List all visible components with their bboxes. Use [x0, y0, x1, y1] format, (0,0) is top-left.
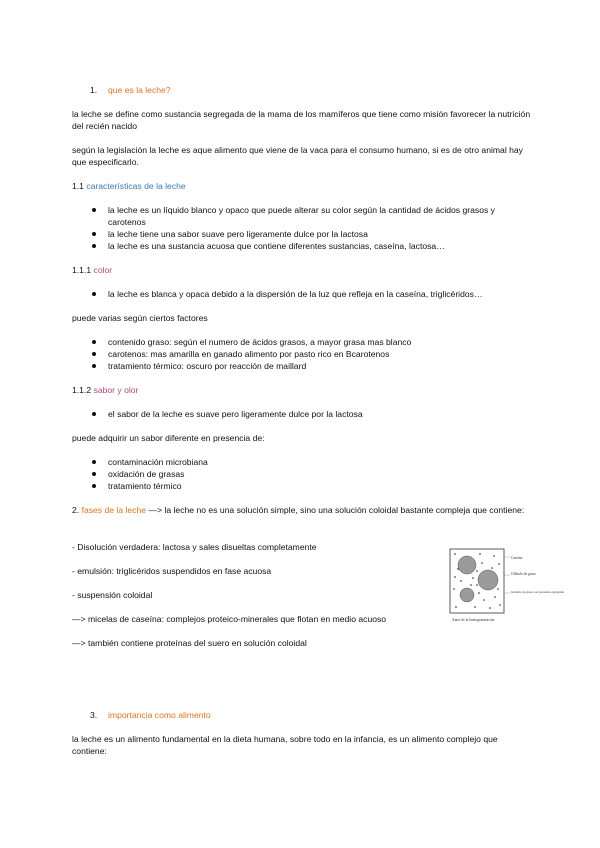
section-1-1-1-heading	[72, 264, 112, 276]
label-leaders	[504, 557, 510, 593]
list-item: tratamiento térmico: oscuro por reacción de maillard	[72, 360, 532, 372]
section-1-1-heading	[72, 180, 186, 192]
section-1-1-number: 1.1	[72, 181, 84, 191]
section-1-1-1-paragraph: puede varias según ciertos factores	[72, 313, 208, 323]
section-1-paragraph-2: según la legislación la leche es aque alimento que viene de la vaca para el consumo humano, si es de otro animal hay que especificarlo.	[72, 145, 523, 167]
section-3-number: 3.	[90, 710, 98, 720]
list-item: oxidación de grasas	[72, 468, 532, 480]
list-item: la leche es blanca y opaca debido a la dispersión de la luz que refleja en la caseína, triglicéridos…	[72, 288, 532, 300]
section-1-1-2-title: sabor y olor	[93, 385, 139, 395]
section-2-line: - emulsión: triglicéridos suspendidos en fase acuosa	[72, 566, 272, 576]
section-1-1-title: características de la leche	[86, 181, 186, 191]
section-2-heading	[72, 504, 532, 516]
figure-label-fat-globule: Glóbulo de grasa	[511, 572, 536, 576]
list-item: contaminación microbiana	[72, 456, 532, 468]
list-item: contenido graso: según el numero de ácidos grasos, a mayor grasa mas blanco	[72, 336, 532, 348]
emulsion-figure	[446, 545, 565, 625]
fat-globule	[478, 570, 498, 590]
list-item: la leche tiene una sabor suave pero ligeramente dulce por la lactosa	[72, 228, 532, 240]
list-item: la leche es una sustancia acuosa que contiene diferentes sustancias, caseína, lactosa…	[72, 240, 532, 252]
section-1-1-1-factors	[72, 336, 532, 372]
section-1-1-1-title: color	[93, 265, 113, 275]
list-item: la leche es un líquido blanco y opaco que puede alterar su color según la cantidad de ácidos grasos y carotenos	[72, 204, 532, 228]
section-1-1-2-heading	[72, 384, 138, 396]
section-2-line: - Disolución verdadera: lactosa y sales disueltas completamente	[72, 542, 317, 552]
fat-globule	[458, 556, 476, 574]
section-2-number: 2.	[72, 505, 80, 515]
section-3-heading	[90, 709, 211, 721]
section-1-1-1-bullets	[72, 288, 532, 300]
section-1-heading	[90, 84, 171, 96]
section-1-1-2-factors	[72, 456, 532, 492]
section-2-intro: —> la leche no es una solución simple, sino una solución coloidal bastante compleja que contiene:	[146, 505, 525, 515]
list-item: el sabor de la leche es suave pero ligeramente dulce por la lactosa	[72, 408, 532, 420]
section-1-1-2-bullets	[72, 408, 532, 420]
section-1-1-2-number: 1.1.2	[72, 385, 92, 395]
section-1-1-bullets	[72, 204, 532, 252]
section-1-title: que es la leche?	[108, 85, 171, 95]
section-2-line: —> también contiene proteínas del suero en solución coloidal	[72, 638, 307, 648]
section-1-1-1-number: 1.1.1	[72, 265, 92, 275]
figure-label-casein: Caseína	[511, 556, 523, 560]
section-2-line: - suspensión coloidal	[72, 590, 153, 600]
section-3-paragraph: la leche es un alimento fundamental en la dieta humana, sobre todo en la infancia, es un alimento complejo que contiene:	[72, 734, 498, 756]
fat-globule	[460, 588, 474, 602]
emulsion-diagram	[446, 545, 565, 625]
list-item: tratamiento térmico	[72, 480, 532, 492]
section-3-title: importancia como alimento	[108, 710, 211, 720]
section-1-paragraph-1: la leche se define como sustancia segregada de la mama de los mamíferos que tiene como misión favorecer la nutrición del recién nacido	[72, 109, 531, 131]
figure-caption: Antes de la homogeneización	[452, 618, 495, 622]
list-item: carotenos: mas amarilla en ganado alimento por pasto rico en Bcarotenos	[72, 348, 532, 360]
section-1-1-2-paragraph: puede adquirir un sabor diferente en presencia de:	[72, 433, 265, 443]
section-2-line: —> micelas de caseína: complejos proteico-minerales que flotan en medio acuoso	[72, 614, 387, 624]
section-2-title: fases de la leche	[81, 505, 147, 515]
section-1-number: 1.	[90, 85, 98, 95]
figure-label-protein-globule: Glóbulo de grasa con proteínas agregadas	[511, 590, 565, 594]
